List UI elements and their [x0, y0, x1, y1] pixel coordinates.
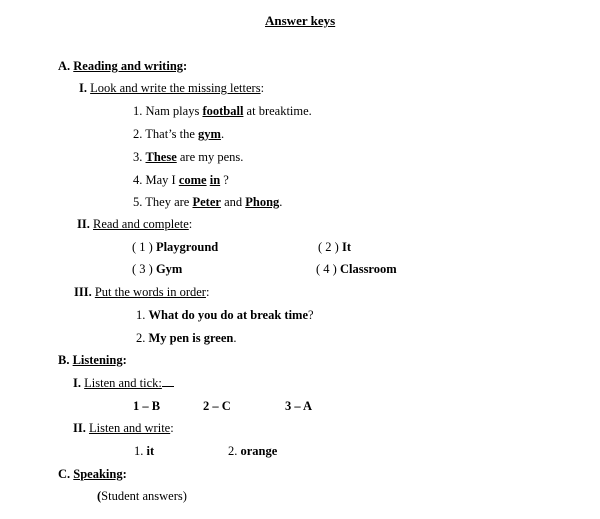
a3-item-1-num: 1. [136, 308, 146, 322]
a2-answer-4-text: Classroom [339, 262, 397, 276]
a1-item-2-answer: gym [198, 127, 221, 141]
b1-answer-1: 1 – B [133, 399, 161, 413]
a1-item-4-post: ? [223, 173, 229, 187]
a3-item-1-text: What do you do at break time [148, 308, 309, 322]
a2-answer-3 [132, 261, 182, 277]
part-a3-heading [74, 284, 209, 300]
a3-item-2 [136, 330, 236, 346]
a1-item-4-num: 4. [133, 173, 143, 187]
b1-answer-2: 2 – C [203, 399, 231, 413]
a1-item-3-post: are my pens. [179, 150, 244, 164]
section-c-note-text: Student answers) [101, 489, 187, 503]
a1-item-5-pre: They are [145, 195, 190, 209]
a2-answer-2 [318, 239, 351, 255]
a2-answer-4-num: ( 4 ) [316, 262, 337, 276]
section-c-title: Speaking [73, 467, 123, 481]
a3-item-2-num: 2. [136, 331, 146, 345]
a3-item-2-text: My pen is green [148, 331, 234, 345]
b2-answer-2-text: orange [240, 444, 278, 458]
a1-item-4-answer-2: in [209, 173, 221, 187]
part-a2-heading [77, 216, 192, 232]
a1-item-2-post: . [220, 127, 225, 141]
part-a2-roman: II. [77, 217, 90, 231]
part-b2-heading [73, 420, 174, 436]
a3-item-2-end: . [233, 331, 237, 345]
a2-answer-2-num: ( 2 ) [318, 240, 339, 254]
a1-item-1-post: at breaktime. [246, 104, 312, 118]
section-b-title: Listening [72, 353, 123, 367]
section-c-note [97, 488, 187, 504]
part-a1-instruction: Look and write the missing letters [90, 81, 261, 95]
a1-item-5-post: . [279, 195, 283, 209]
a1-item-4-answer: come [178, 173, 207, 187]
part-b2-instruction: Listen and write [88, 421, 171, 435]
page-title: Answer keys [265, 13, 336, 28]
section-a-colon: : [183, 59, 188, 73]
part-a3-roman: III. [74, 285, 92, 299]
a1-item-1-num: 1. [133, 104, 143, 118]
part-a2-colon: : [188, 217, 193, 231]
part-b2-roman: II. [73, 421, 86, 435]
a2-answer-3-num: ( 3 ) [132, 262, 153, 276]
a1-item-5-num: 5. [133, 195, 143, 209]
a3-item-1-end: ? [308, 308, 314, 322]
a1-item-3-answer: These [145, 150, 177, 164]
section-c-colon: : [122, 467, 127, 481]
a2-answer-1-num: ( 1 ) [132, 240, 153, 254]
part-a1-roman: I. [79, 81, 87, 95]
a1-item-5 [133, 194, 282, 210]
section-c-letter: C. [58, 467, 71, 481]
b2-answer-1-num: 1. [134, 444, 144, 458]
a2-answer-4 [316, 261, 397, 277]
part-b1-instruction: Listen and tick: [84, 376, 162, 390]
b1-answer-3: 3 – A [285, 399, 313, 413]
section-b-colon: : [122, 353, 127, 367]
part-a3-instruction: Put the words in order [94, 285, 206, 299]
a2-answer-3-text: Gym [155, 262, 183, 276]
a2-answer-2-text: It [341, 240, 351, 254]
b2-answer-2-num: 2. [228, 444, 238, 458]
section-a-letter: A. [58, 59, 71, 73]
part-b1-heading [73, 375, 174, 391]
part-a2-instruction: Read and complete [92, 217, 189, 231]
section-b-letter: B. [58, 353, 70, 367]
b2-answer-1-text: it [146, 444, 155, 458]
b2-answer-1 [134, 443, 154, 459]
section-b-heading [58, 352, 127, 368]
a1-item-2-pre: That’s the [145, 127, 195, 141]
a2-answer-1-text: Playground [155, 240, 219, 254]
part-b2-colon: : [170, 421, 174, 435]
a1-item-2 [133, 126, 224, 142]
a1-item-2-num: 2. [133, 127, 143, 141]
part-b1-roman: I. [73, 376, 81, 390]
part-a1-heading [79, 80, 264, 96]
a1-item-5-answer: Peter [192, 195, 221, 209]
a1-item-3 [133, 149, 243, 165]
a1-item-4 [133, 172, 229, 188]
a1-item-4-pre: May I [145, 173, 176, 187]
section-c-paren: ( [97, 489, 102, 503]
a1-item-5-mid: and [224, 195, 243, 209]
part-a3-colon: : [205, 285, 210, 299]
b2-answer-2 [228, 443, 277, 459]
part-b1-blank-line [162, 375, 174, 387]
a3-item-1 [136, 307, 314, 323]
a1-item-1-answer: football [202, 104, 244, 118]
a1-item-1 [133, 103, 312, 119]
a1-item-1-pre: Nam plays [145, 104, 200, 118]
section-c-heading [58, 466, 127, 482]
a2-answer-1 [132, 239, 218, 255]
part-a1-colon: : [260, 81, 265, 95]
a1-item-5-answer-2: Phong [245, 195, 280, 209]
section-a-title: Reading and writing [73, 59, 184, 73]
section-a-heading [58, 58, 187, 74]
a1-item-3-num: 3. [133, 150, 143, 164]
